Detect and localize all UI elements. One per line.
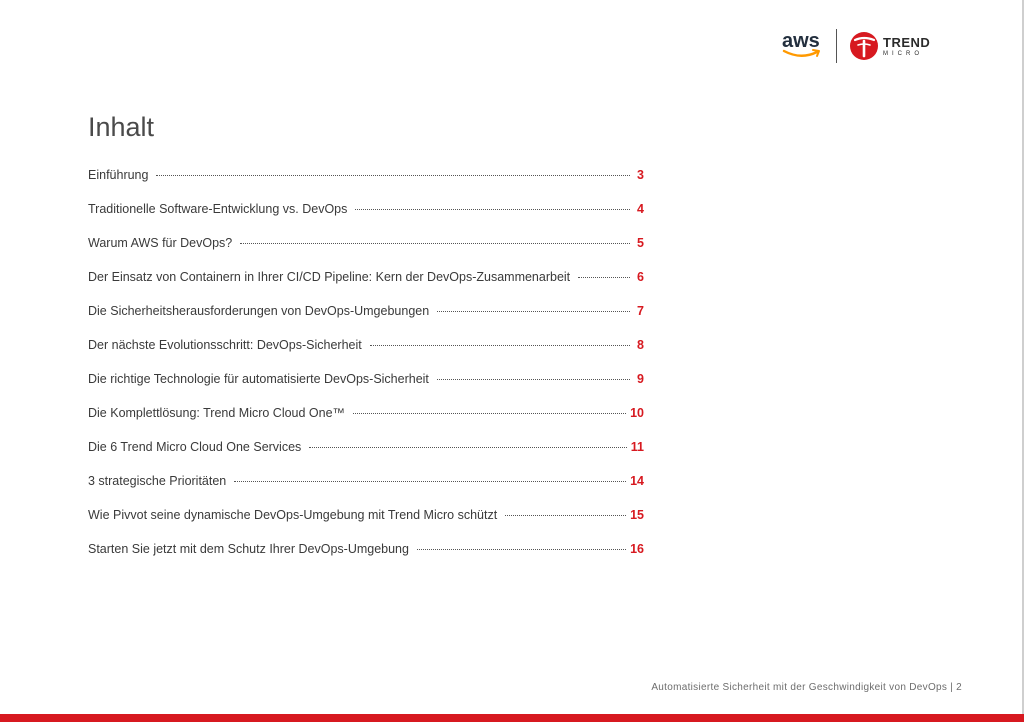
toc-dot-leader [437,379,630,380]
toc-entry-page: 3 [637,168,644,182]
toc-dot-leader [240,243,630,244]
toc-dot-leader [578,277,630,278]
page-footer [651,682,962,693]
toc-dot-leader [353,413,626,414]
toc-entry[interactable] [88,270,644,304]
footer-document-title: Automatisierte Sicherheit mit der Geschwindigkeit von DevOps [651,682,948,693]
toc-entry[interactable] [88,304,644,338]
toc-entry[interactable] [88,372,644,406]
header-logos [780,26,930,66]
trend-micro-wordmark-top: TREND [883,34,931,50]
toc-entry[interactable] [88,440,644,474]
toc-dot-leader [309,447,627,448]
toc-entry[interactable] [88,474,644,508]
aws-smile-icon [782,48,822,60]
toc-entry-page: 8 [637,338,644,352]
trend-micro-wordmark-bottom: MICRO [883,50,923,57]
toc-entry-label: Der nächste Evolutionsschritt: DevOps-Sicherheit [88,338,362,352]
toc-dot-leader [417,549,626,550]
toc-dot-leader [234,481,626,482]
logo-divider [836,29,837,63]
toc-entry-label: Starten Sie jetzt mit dem Schutz Ihrer DevOps-Umgebung [88,542,409,556]
toc-entry-label: Der Einsatz von Containern in Ihrer CI/CD Pipeline: Kern der DevOps-Zusammenarbeit [88,270,571,284]
toc-entry[interactable] [88,202,644,236]
toc-entry-page: 15 [630,508,644,522]
toc-entry-label: Die richtige Technologie für automatisierte DevOps-Sicherheit [88,372,429,386]
toc-entry-label: Die Komplettlösung: Trend Micro Cloud One™ [88,406,346,420]
toc-list [88,168,644,576]
toc-entry-page: 5 [637,236,644,250]
toc-entry-page: 7 [637,304,644,318]
trend-micro-logo [849,31,930,61]
trend-micro-ball-icon [849,31,879,61]
aws-logo [780,28,826,64]
aws-logo-text: aws [782,30,820,52]
toc-dot-leader [505,515,626,516]
footer-separator: | [950,682,954,693]
toc-entry-label: Wie Pivvot seine dynamische DevOps-Umgebung mit Trend Micro schützt [88,508,498,522]
toc-entry[interactable] [88,338,644,372]
toc-entry-label: Die 6 Trend Micro Cloud One Services [88,440,302,454]
toc-entry-page: 9 [637,372,644,386]
trend-micro-wordmark [883,36,930,57]
toc-entry-page: 16 [630,542,644,556]
toc-entry-label: 3 strategische Prioritäten [88,474,227,488]
toc-dot-leader [437,311,630,312]
toc-entry-label: Warum AWS für DevOps? [88,236,233,250]
toc-entry-page: 4 [637,202,644,216]
toc-entry-page: 11 [630,440,644,454]
toc-entry[interactable] [88,406,644,440]
toc-entry-label: Traditionelle Software-Entwicklung vs. DevOps [88,202,348,216]
toc-heading: Inhalt [88,112,155,142]
toc-entry[interactable] [88,168,644,202]
toc-dot-leader [156,175,630,176]
toc-entry-page: 14 [630,474,644,488]
toc-dot-leader [355,209,630,210]
toc-entry[interactable] [88,508,644,542]
toc-entry-page: 10 [630,406,644,420]
toc-entry-label: Einführung [88,168,149,182]
toc-entry-label: Die Sicherheitsherausforderungen von DevOps-Umgebungen [88,304,430,318]
toc-entry[interactable] [88,542,644,576]
bottom-accent-bar [0,714,1024,722]
toc-entry[interactable] [88,236,644,270]
footer-page-number: 2 [956,682,962,693]
toc-entry-page: 6 [637,270,644,284]
toc-dot-leader [370,345,630,346]
